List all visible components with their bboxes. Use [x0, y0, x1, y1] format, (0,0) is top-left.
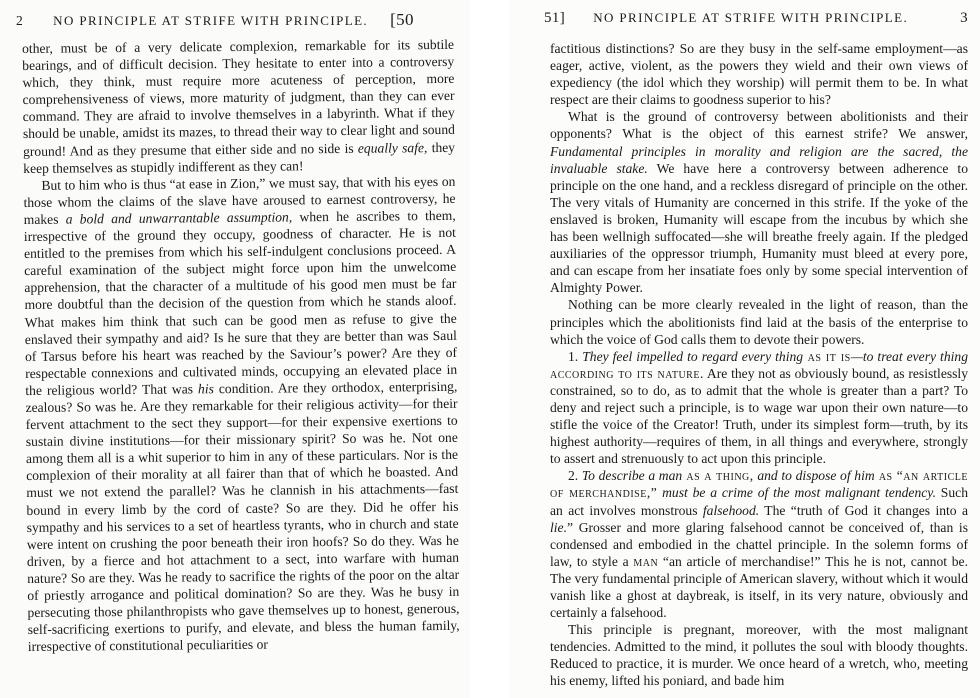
left-page — [0, 0, 470, 698]
left-page-header — [16, 10, 456, 30]
left-page-body — [22, 36, 460, 655]
running-head: NO PRINCIPLE AT STRIFE WITH PRINCIPLE. — [53, 13, 369, 28]
numbered-paragraph-2: 2. To describe a man as a thing, and to dispose of him as “an article of merchandise,” must be a crime of the most malignant tendency. Such an act involves monstrous falsehood. The “truth of God it changes into a lie.” Grosser and more glaring falsehood cannot be conceived of, than is condensed and embodied in the chattel principle. In the solemn forms of law, to style a man “an article of merchandise!” This he is not, cannot be. The very fundamental principle of American slavery, without which it would vanish like a ghost at daybreak, is itself, in its very nature, obviously and certainly a falsehood. — [550, 468, 969, 621]
original-page-marker: 51] — [544, 10, 566, 26]
right-page-header — [544, 10, 968, 27]
paragraph: factitious distinctions? So are they busy in the self-same employment—as eager, active, violent, as the powers they wield and their own views of expediency (the idol which they worship) will permit them to be. In what respect are their claims to goodness superior to his? — [550, 41, 968, 108]
right-page — [510, 0, 980, 698]
running-head: NO PRINCIPLE AT STRIFE WITH PRINCIPLE. — [593, 10, 909, 25]
page-number: 2 — [16, 13, 24, 28]
original-page-marker: [50 — [390, 10, 414, 29]
paragraph: Nothing can be more clearly revealed in the light of reason, than the principles which the abolitionists find laid at the basis of the enterprise to which the voice of God calls them to devote their powers. — [550, 297, 968, 347]
gutter — [470, 0, 510, 698]
paragraph: other, must be of a very delicate complexion, remarkable for its subtile bearings, and of difficult decision. They hesitate to enter into a controversy which, they think, must require more acuteness of perception, more comprehensiveness of views, more maturity of judgment, than they can ever command. They are afraid to involve themselves in a labyrinth. What if they should be unable, amidst its mazes, to thread their way to clear light and sound ground! And as they presume that either side and no side is equally safe, they keep themselves as stupidly indifferent as they can! — [22, 36, 456, 176]
right-page-body — [550, 40, 968, 690]
page-number: 3 — [960, 10, 968, 26]
numbered-paragraph-1: 1. They feel impelled to regard every thing as it is—to treat every thing according to its nature. Are they not as obviously bound, as resistlessly constrained, so to do, as to admit that the whole is greater than a part? To deny and reject such a principle, is to wage war upon their own nature—to stifle the voice of the Creator! Truth, under its simplest form—truth, by its highest authority—requires of them, in all things and everywhere, strongly to assert and strenuously to act upon this principle. — [550, 348, 969, 467]
paragraph: But to him who is thus “at ease in Zion,” we must say, that with his eyes on those whom the claims of the slave have aroused to earnest controversy, he makes a bold and unwarrantable assumption, when he ascribes to them, irrespective of the ground they occupy, goodness of character. He is not entitled to the premises from which his self-indulgent conclusions proceed. A careful examination of the subject might force upon him the unwelcome apprehension, that the character of a multitude of his good men must be far more doubtful than the decision of the question from which he stands aloof. What makes him think that such can be good men as refuse to give the enslaved their sympathy and aid? Is he sure that they are better than was Saul of Tarsus before his heart was reached by the Saviour’s power? Are they of respectable connexions and cultivated minds, occupying an elevated place in the religious world? That was his condition. Are they orthodox, enterprising, zealous? So was he. Are they remarkable for their religious activity—for their fervent attachment to the sect they support—for their expensive exertions to sustain divine institutions—for their missionary spirit? So was he. Not one among them all is a whit superior to him in any of these particulars. Nor is the complexion of their morality at all fairer than that of which he boasted. And must we not extend the parallel? Was he clannish in his attachments—fast bound in every limb by the cord of caste? So are they. Did he offer his sympathy and his services to a set of heartless tyrants, who in church and state were intent on crushing the poor beneath their iron hoofs? So do they. Was he driven, by a fierce and hot attachment to a sect, into warfare with human nature? So are they. Was he ready to sacrifice the rights of the poor on the altar of priestly arrogance and political domination? So are they. Was he busy in persecuting those philanthropists who gave themselves up to honest, generous, self-sacrificing exertions to purify, and elevate, and bless the human family, irrespective of constitutional peculiarities or — [23, 173, 460, 655]
paragraph: What is the ground of controversy between abolitionists and their opponents? What is the object of this earnest strife? We answer, Fundamental principles in morality and religion are the sacred, the invaluable stake. We have here a controversy between adherence to principle on the one hand, and a reckless disregard of principle on the other. The very vitals of Humanity are concerned in this strife. If the yoke of the enslaved is broken, Humanity will escape from the incubus by which she has been wellnigh suffocated—she will breathe freely again. If the pledged auxiliaries of the oppressor triumph, Humanity must bleed at every pore, and can escape from her insatiate foes only by some special intervention of Almighty Power. — [550, 109, 968, 296]
paragraph: This principle is pregnant, moreover, with the most malignant tendencies. Admitted to the mind, it pollutes the soul with bloody thoughts. Reduced to practice, it is murder. We once heard of a wretch, who, meeting his enemy, lifted his poniard, and bade him — [550, 622, 968, 689]
